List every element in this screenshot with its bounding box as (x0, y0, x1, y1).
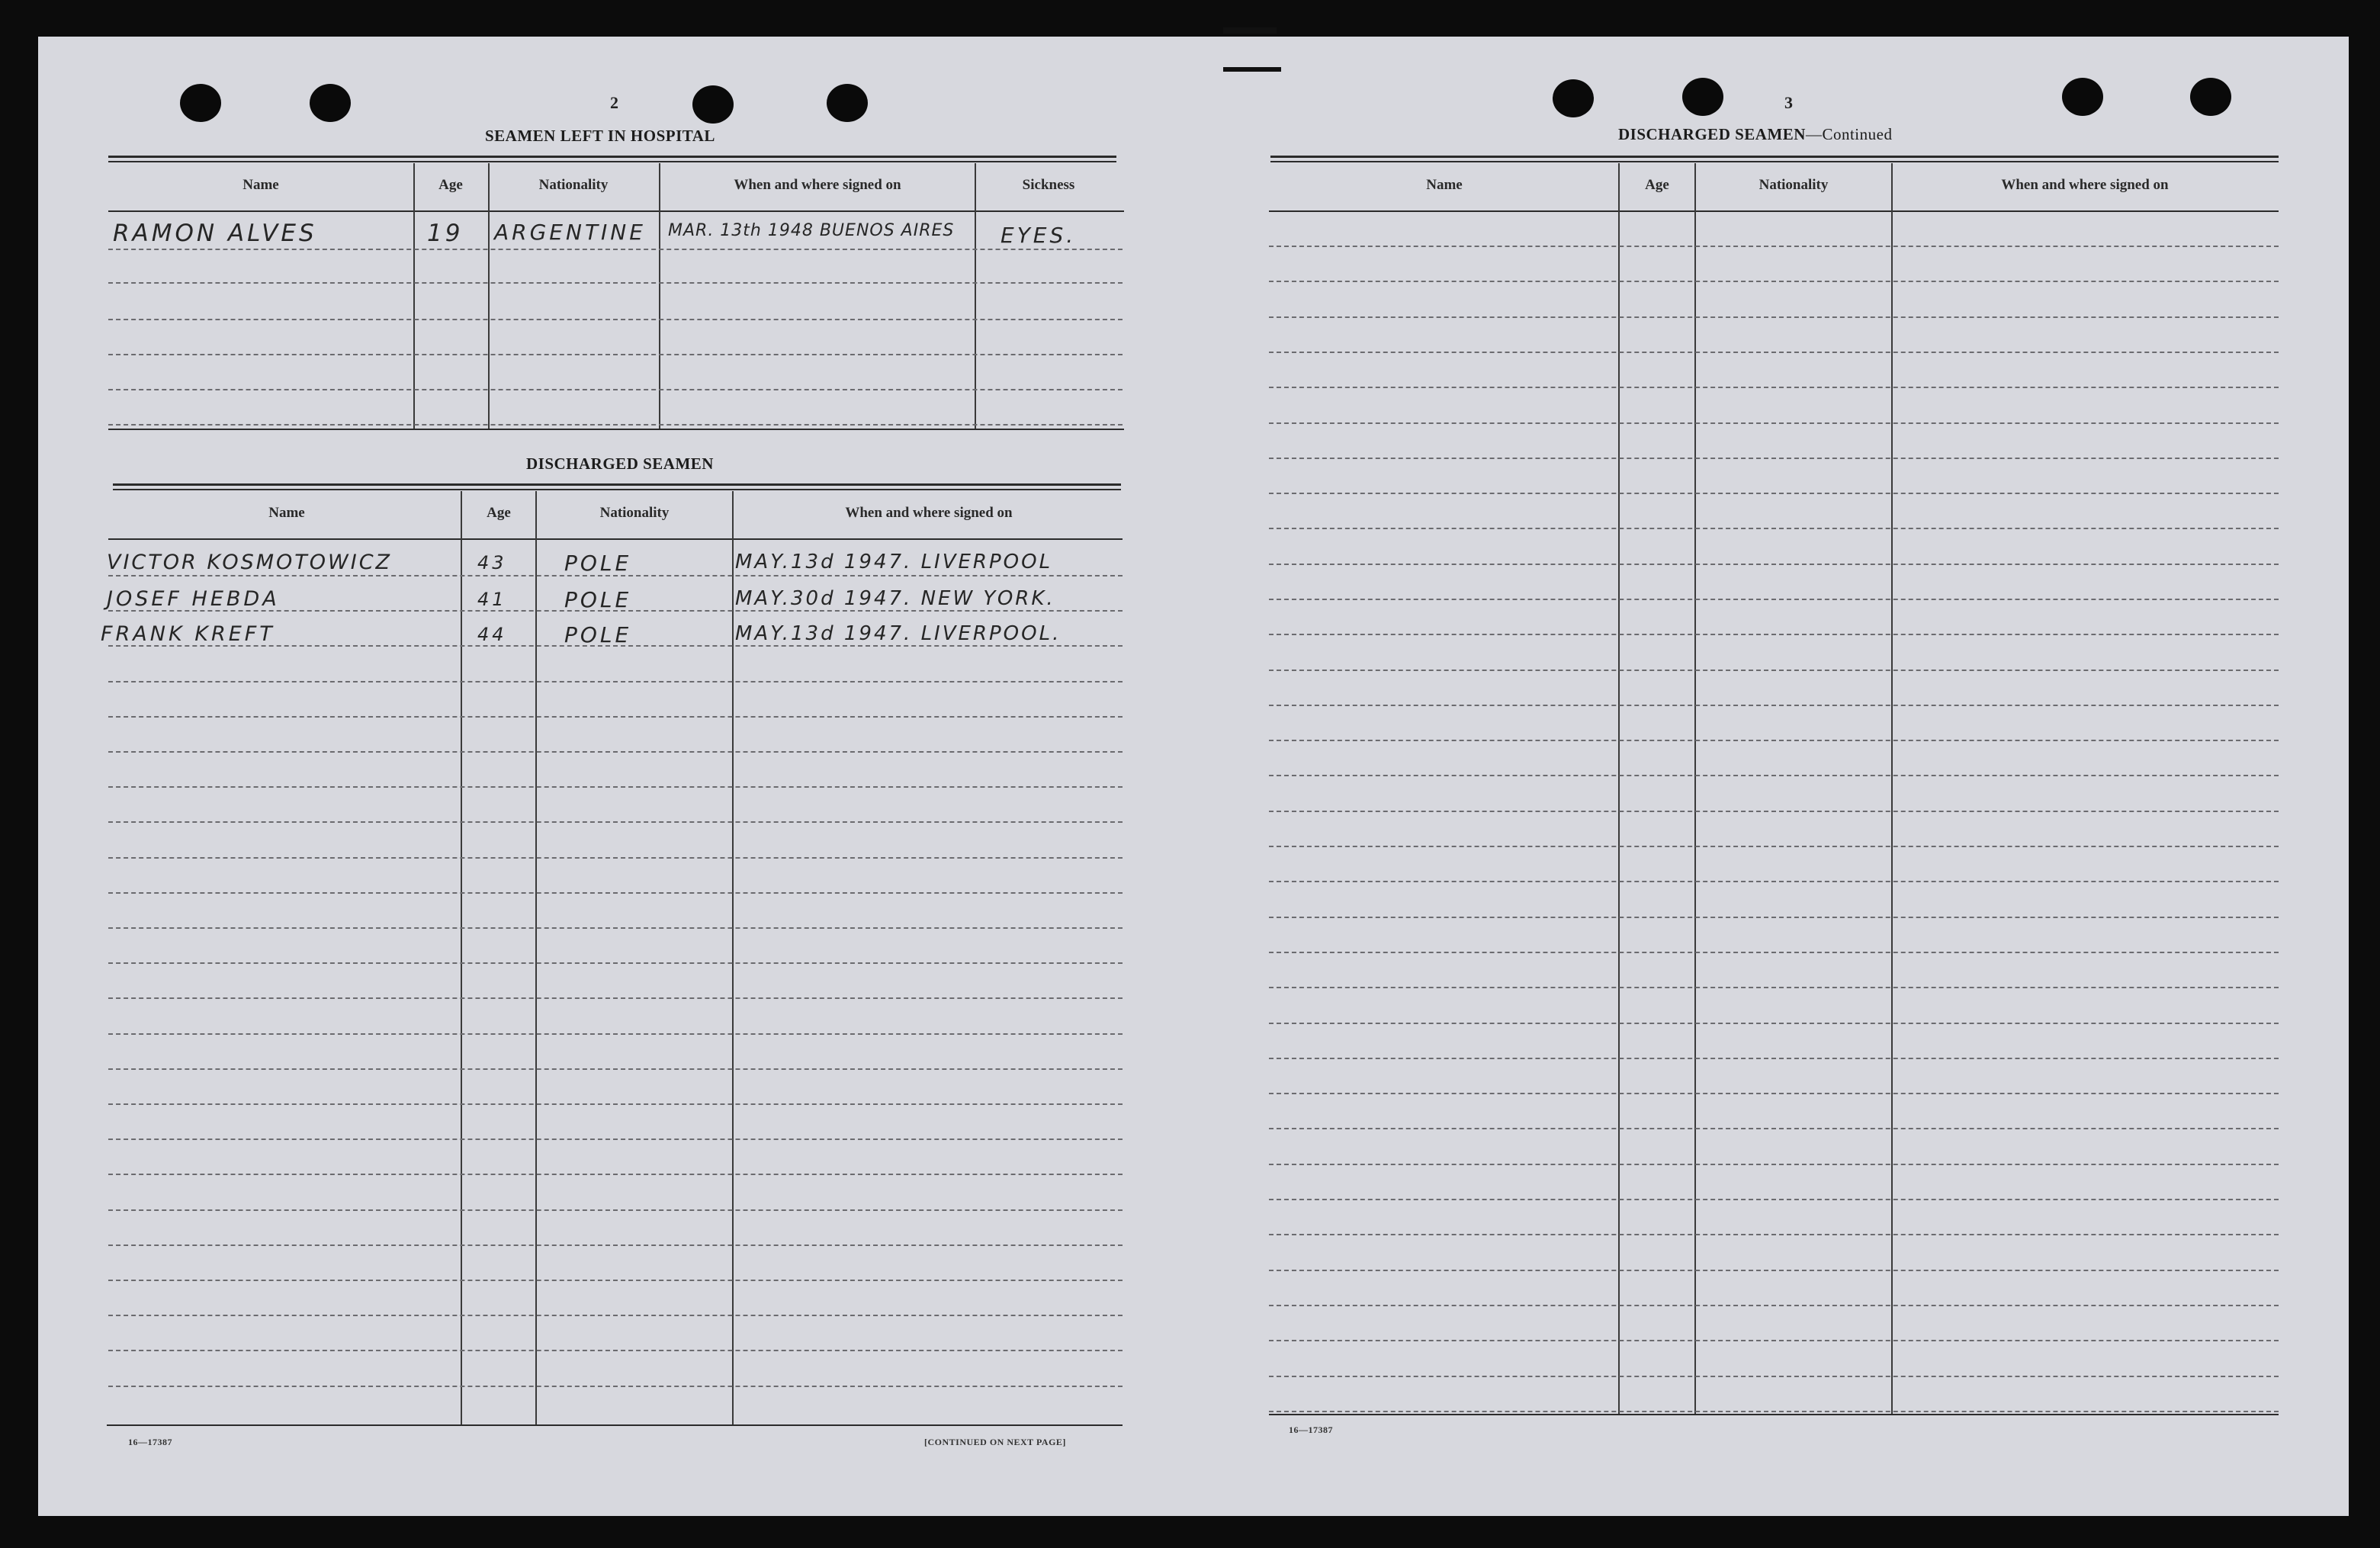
table-row (108, 249, 1123, 250)
column-divider (535, 491, 537, 1426)
table-row (108, 821, 1123, 823)
table-row (108, 282, 1123, 284)
punch-hole (692, 85, 734, 124)
table-row (108, 681, 1123, 682)
discharged-entry-name: FRANK KREFT (101, 622, 275, 646)
discharged-continued-title (1618, 125, 1892, 144)
table-row (1269, 599, 2279, 600)
table-row (108, 962, 1123, 964)
discharged-top-rule (113, 483, 1121, 486)
table-row (108, 1068, 1123, 1070)
discharged-entry-age: 44 (477, 624, 507, 645)
continued-header-nationality: Nationality (1759, 177, 1829, 193)
title-suffix: —Continued (1805, 125, 1893, 143)
discharged-header-signed-on: When and where signed on (845, 505, 1013, 521)
discharged-entry-age: 43 (477, 552, 507, 573)
hospital-bottom-rule (108, 429, 1124, 430)
table-row (108, 751, 1123, 753)
hospital-entry-name: RAMON ALVES (113, 220, 317, 247)
table-row (108, 1174, 1123, 1175)
discharged-entry-name: JOSEF HEBDA (107, 587, 280, 611)
discharged-header-nationality: Nationality (599, 505, 670, 521)
hospital-header-age: Age (438, 177, 463, 193)
table-row (108, 892, 1123, 894)
hospital-top-rule (108, 161, 1116, 162)
table-row (108, 1033, 1123, 1035)
discharged-section-title: DISCHARGED SEAMEN (526, 454, 714, 473)
table-row (1269, 246, 2279, 247)
hospital-entry-nationality: ARGENTINE (494, 220, 646, 245)
table-row (1269, 740, 2279, 741)
table-row (1269, 1023, 2279, 1024)
hospital-section-title: SEAMEN LEFT IN HOSPITAL (485, 127, 715, 145)
table-row (1269, 1305, 2279, 1306)
page-number: 3 (1784, 93, 1793, 112)
continued-header-age: Age (1645, 177, 1669, 193)
continued-bottom-rule (1269, 1414, 2279, 1415)
table-row (108, 997, 1123, 999)
discharged-entry-nationality: POLE (564, 587, 632, 612)
table-row (108, 786, 1123, 788)
hospital-header-nationality: Nationality (538, 177, 609, 193)
table-row (1269, 775, 2279, 776)
column-divider (1891, 163, 1893, 1414)
table-row (108, 1386, 1123, 1387)
table-row (1269, 1270, 2279, 1271)
table-row (1269, 1058, 2279, 1059)
table-row (1269, 493, 2279, 494)
continued-header-name: Name (1426, 177, 1463, 193)
table-row (1269, 1234, 2279, 1235)
hospital-top-rule (108, 156, 1116, 158)
table-row (108, 1350, 1123, 1351)
table-row (1269, 881, 2279, 882)
discharged-entry-nationality: POLE (564, 622, 632, 647)
table-row (1269, 458, 2279, 459)
discharged-entry-age: 41 (477, 589, 507, 610)
column-divider (1694, 163, 1696, 1414)
table-row (108, 1103, 1123, 1105)
table-row (1269, 846, 2279, 847)
column-divider (732, 491, 734, 1426)
discharged-bottom-rule (107, 1424, 1123, 1426)
continued-top-rule (1270, 156, 2279, 158)
table-row (1269, 352, 2279, 353)
hospital-header-signed-on: When and where signed on (734, 177, 901, 193)
continued-top-rule (1270, 161, 2279, 162)
table-row (108, 1245, 1123, 1246)
discharged-header-age: Age (487, 505, 511, 521)
discharged-entry-signed-on: MAY.13d 1947. LIVERPOOL (735, 551, 1053, 573)
discharged-entry-signed-on: MAY.30d 1947. NEW YORK. (735, 587, 1055, 610)
table-row (1269, 1164, 2279, 1165)
hospital-header-rule (108, 210, 1124, 212)
table-row (1269, 634, 2279, 635)
form-number: 16—17387 (128, 1437, 172, 1447)
table-row (108, 927, 1123, 929)
table-row (1269, 1340, 2279, 1341)
table-row (1269, 952, 2279, 953)
table-row (1269, 811, 2279, 812)
table-row (1269, 670, 2279, 671)
table-row (1269, 528, 2279, 529)
punch-hole (310, 84, 351, 122)
column-divider (1618, 163, 1620, 1414)
table-row (1269, 1128, 2279, 1129)
punch-hole (827, 84, 868, 122)
table-row (108, 389, 1123, 390)
table-row (108, 354, 1123, 355)
table-row (108, 716, 1123, 718)
table-row (1269, 281, 2279, 282)
discharged-header-rule (108, 538, 1123, 540)
continued-note: [CONTINUED ON NEXT PAGE] (924, 1437, 1066, 1447)
table-row (1269, 705, 2279, 706)
discharged-entry-nationality: POLE (564, 551, 632, 576)
title-text: DISCHARGED SEAMEN (1618, 125, 1806, 143)
hospital-header-sickness: Sickness (1022, 177, 1075, 193)
page-edge-mark (1223, 27, 1277, 34)
punch-hole (180, 84, 221, 122)
page-edge-mark (1223, 67, 1281, 72)
table-row (1269, 1376, 2279, 1377)
punch-hole (2190, 78, 2231, 116)
discharged-entry-signed-on: MAY.13d 1947. LIVERPOOL. (735, 622, 1062, 645)
table-row (1269, 917, 2279, 918)
table-row (108, 1315, 1123, 1316)
table-row (108, 857, 1123, 859)
table-row (1269, 1199, 2279, 1200)
form-number: 16—17387 (1289, 1424, 1333, 1435)
hospital-entry-signed-on: MAR. 13th 1948 BUENOS AIRES (668, 221, 955, 240)
table-row (1269, 387, 2279, 388)
continued-header-signed-on: When and where signed on (2001, 177, 2169, 193)
table-row (1269, 564, 2279, 565)
table-row (108, 1209, 1123, 1211)
table-row (1269, 1093, 2279, 1094)
table-row (1269, 987, 2279, 988)
discharged-header-name: Name (268, 505, 305, 521)
continued-header-rule (1269, 210, 2279, 212)
manifest-sheet (38, 37, 2349, 1516)
punch-hole (1553, 79, 1594, 117)
page-number: 2 (610, 93, 618, 112)
table-row (1269, 422, 2279, 424)
table-row (1269, 1411, 2279, 1412)
hospital-entry-sickness: EYES. (1000, 223, 1077, 248)
hospital-entry-age: 19 (427, 220, 464, 247)
table-row (108, 1139, 1123, 1140)
table-row (1269, 316, 2279, 318)
column-divider (461, 491, 462, 1426)
discharged-entry-name: VICTOR KOSMOTOWICZ (107, 551, 393, 574)
punch-hole (2062, 78, 2103, 116)
discharged-top-rule (113, 489, 1121, 490)
table-row (108, 424, 1123, 426)
table-row (108, 1280, 1123, 1281)
table-row (108, 319, 1123, 320)
hospital-header-name: Name (242, 177, 279, 193)
punch-hole (1682, 78, 1723, 116)
